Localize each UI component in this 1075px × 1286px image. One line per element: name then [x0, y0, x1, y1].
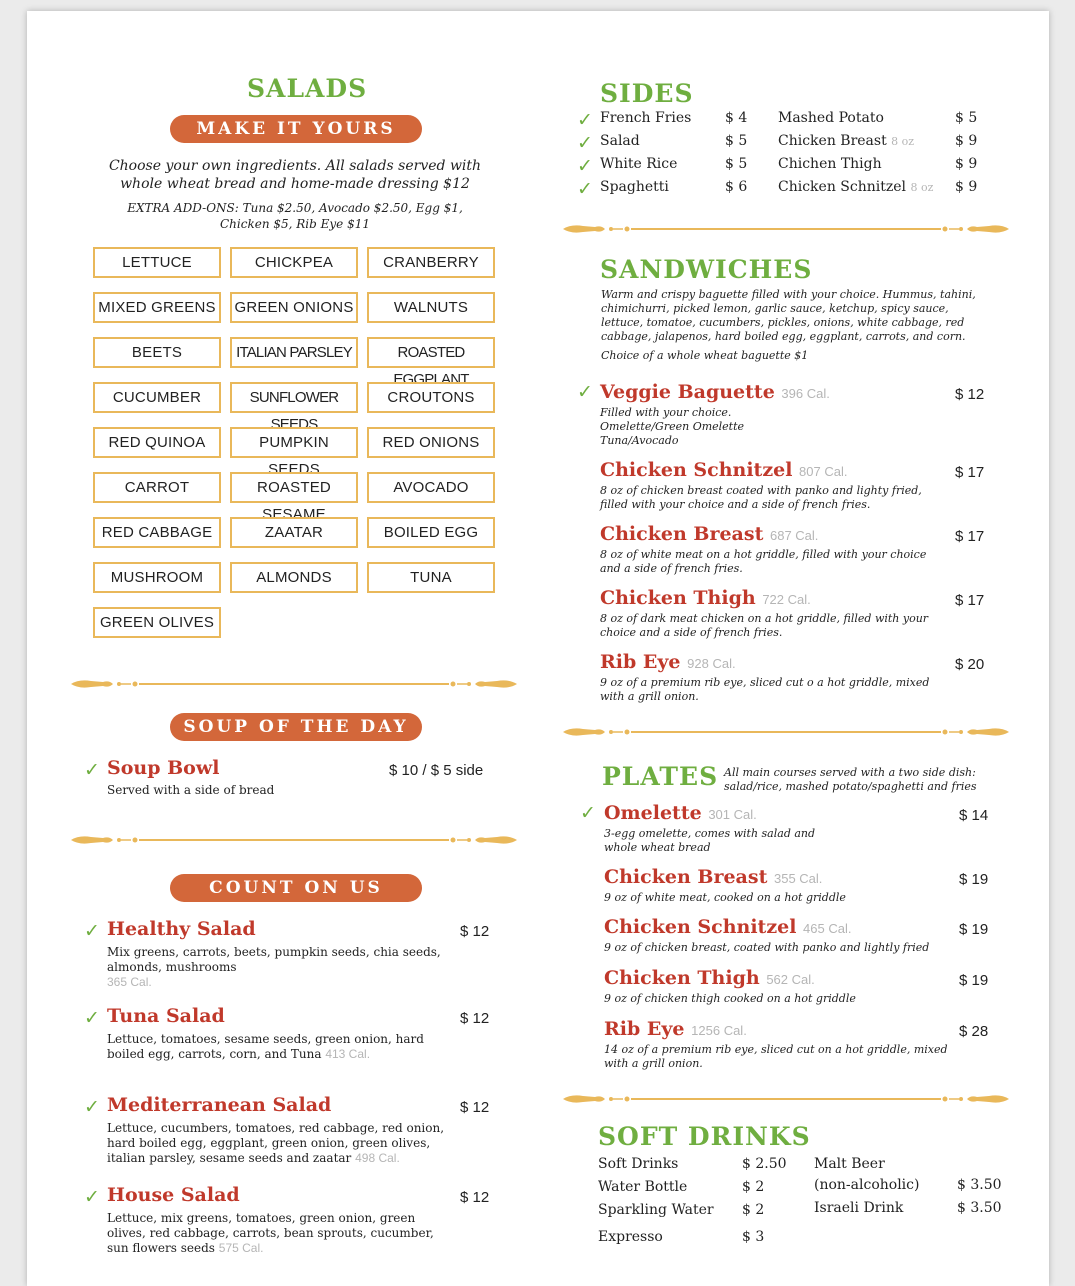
desc-text: Mix greens, carrots, beets, pumpkin seeds, chia seeds, almonds, mushrooms	[107, 945, 441, 974]
drink-name: Malt Beer	[814, 1156, 885, 1172]
item-price: $ 20	[955, 656, 985, 673]
ingredient-box: CRANBERRY	[367, 247, 495, 278]
item-desc	[107, 1121, 447, 1166]
ornamental-divider-icon	[561, 1092, 1011, 1106]
item-name	[604, 916, 851, 938]
side-price: $ 4	[725, 110, 748, 126]
calorie-label: 1256 Cal.	[691, 1023, 747, 1038]
soup-price: $ 10 / $ 5 side	[389, 762, 484, 779]
item-name	[604, 1018, 747, 1040]
item-price: $ 17	[955, 464, 985, 481]
item-desc: 14 oz of a premium rib eye, sliced cut on a hot griddle, mixed with a grill onion.	[604, 1043, 948, 1070]
item-name-text: Omelette	[604, 802, 702, 824]
side-name-text: Chicken Breast	[778, 133, 887, 149]
calorie-label: 498 Cal.	[355, 1151, 400, 1165]
leaf-check-icon: ✓	[580, 802, 596, 824]
calorie-label: 562 Cal.	[766, 972, 815, 987]
item-name-text: Chicken Schnitzel	[600, 459, 793, 481]
soup-desc: Served with a side of bread	[107, 783, 275, 797]
drink-price: $ 3.50	[957, 1200, 1002, 1216]
side-name-text: Chichen Thigh	[778, 156, 882, 172]
side-weight: 8 oz	[891, 135, 915, 148]
side-weight: 8 oz	[910, 181, 934, 194]
ingredient-box: ZAATAR	[230, 517, 358, 548]
item-name-text: Chicken Breast	[604, 866, 768, 888]
ingredient-box: GREEN OLIVES	[93, 607, 221, 638]
item-name	[604, 802, 757, 824]
item-desc: 9 oz of chicken thigh cooked on a hot griddle	[604, 992, 856, 1005]
menu-page	[27, 11, 1049, 1286]
drink-name: Soft Drinks	[598, 1156, 679, 1172]
side-name: French Fries	[600, 110, 692, 126]
plates-title: PLATES	[602, 762, 719, 791]
item-name	[604, 967, 815, 989]
leaf-check-icon: ✓	[84, 1007, 100, 1029]
soup-of-the-day-banner: SOUP OF THE DAY	[170, 713, 422, 741]
item-name-text: Veggie Baguette	[600, 381, 775, 403]
sides-title: SIDES	[600, 79, 694, 108]
item-name	[600, 381, 830, 403]
drink-name: Water Bottle	[598, 1179, 688, 1195]
leaf-check-icon: ✓	[84, 1096, 100, 1118]
leaf-check-icon: ✓	[84, 759, 100, 781]
make-it-yours-banner: MAKE IT YOURS	[170, 115, 422, 143]
item-name-text: Chicken Thigh	[604, 967, 760, 989]
ingredient-box: TUNA	[367, 562, 495, 593]
side-price: $ 9	[955, 133, 978, 149]
soft-drinks-title: SOFT DRINKS	[598, 1122, 811, 1151]
item-name	[604, 866, 822, 888]
sandwiches-title: SANDWICHES	[600, 255, 813, 284]
desc-text: Lettuce, cucumbers, tomatoes, red cabbage, red onion, hard boiled egg, eggplant, green onion, green olives, italian parsley, sesame seeds and zaatar	[107, 1121, 445, 1165]
ornamental-divider-icon	[69, 833, 519, 847]
ingredient-box: BEETS	[93, 337, 221, 368]
drink-price: $ 2	[742, 1202, 765, 1218]
ingredient-box: LETTUCE	[93, 247, 221, 278]
side-name: Salad	[600, 133, 640, 149]
item-name	[600, 587, 811, 609]
drink-price: $ 3.50	[957, 1177, 1002, 1193]
ingredient-box: RED QUINOA	[93, 427, 221, 458]
drink-name: Expresso	[598, 1229, 663, 1245]
side-price: $ 9	[955, 156, 978, 172]
item-name-text: Chicken Schnitzel	[604, 916, 797, 938]
ingredient-box: MIXED GREENS	[93, 292, 221, 323]
calorie-label: 687 Cal.	[769, 528, 819, 543]
drink-name: Israeli Drink	[814, 1200, 904, 1216]
drink-name: (non-alcoholic)	[814, 1177, 920, 1193]
item-desc: 8 oz of chicken breast coated with panko and lighty fried, filled with your choice and a side of french fries.	[600, 484, 922, 511]
item-desc: 8 oz of dark meat chicken on a hot griddle, filled with your choice and a side of french fries.	[600, 612, 929, 639]
ingredient-box: SUNFLOWER SEEDS	[230, 382, 358, 413]
plates-note: All main courses served with a two side dish: salad/rice, mashed potato/spaghetti and fries	[724, 766, 977, 793]
item-desc: 3-egg omelette, comes with salad and whole wheat bread	[604, 827, 816, 854]
drink-price: $ 2.50	[742, 1156, 787, 1172]
side-name	[778, 133, 914, 149]
item-price: $ 28	[959, 1023, 989, 1040]
side-price: $ 5	[725, 133, 748, 149]
calorie-label: 396 Cal.	[781, 386, 830, 401]
ingredient-box: ALMONDS	[230, 562, 358, 593]
item-desc: 9 oz of a premium rib eye, sliced cut o a hot griddle, mixed with a grill onion.	[600, 676, 930, 703]
sandwiches-choice: Choice of a whole wheat baguette $1	[601, 349, 809, 362]
leaf-check-icon: ✓	[577, 109, 593, 131]
side-name	[778, 110, 884, 126]
item-name: Mediterranean Salad	[107, 1094, 332, 1116]
leaf-check-icon: ✓	[84, 920, 100, 942]
leaf-check-icon: ✓	[84, 1186, 100, 1208]
item-price: $ 17	[955, 592, 985, 609]
side-name	[778, 156, 882, 172]
ingredient-box: CROUTONS	[367, 382, 495, 413]
side-price: $ 6	[725, 179, 748, 195]
calorie-label: 301 Cal.	[708, 807, 757, 822]
ingredient-box: RED CABBAGE	[93, 517, 221, 548]
ingredient-box: PUMPKIN SEEDS	[230, 427, 358, 458]
leaf-check-icon: ✓	[577, 178, 593, 200]
item-price: $ 14	[959, 807, 989, 824]
ornamental-divider-icon	[561, 725, 1011, 739]
item-name	[600, 523, 818, 545]
desc-text: Lettuce, tomatoes, sesame seeds, green onion, hard boiled egg, carrots, corn, and Tuna	[107, 1032, 424, 1061]
drink-name: Sparkling Water	[598, 1202, 714, 1218]
ingredient-box: RED ONIONS	[367, 427, 495, 458]
ingredient-box: CHICKPEA	[230, 247, 358, 278]
item-price: $ 12	[955, 386, 985, 403]
ingredient-box: WALNUTS	[367, 292, 495, 323]
item-price: $ 12	[460, 1189, 490, 1206]
ingredient-box: ROASTED EGGPLANT	[367, 337, 495, 368]
ingredient-box: ITALIAN PARSLEY	[230, 337, 358, 368]
item-name-text: Rib Eye	[604, 1018, 685, 1040]
salads-addons: EXTRA ADD-ONS: Tuna $2.50, Avocado $2.50, Egg $1, Chicken $5, Rib Eye $11	[127, 201, 463, 231]
ingredient-box: GREEN ONIONS	[230, 292, 358, 323]
item-name: House Salad	[107, 1184, 240, 1206]
ingredient-box: CUCUMBER	[93, 382, 221, 413]
calorie-label: 722 Cal.	[762, 592, 811, 607]
desc-text: Lettuce, mix greens, tomatoes, green onion, green olives, red cabbage, carrots, bean sprouts, cucumber, sun flowers seeds	[107, 1211, 434, 1255]
item-price: $ 19	[959, 972, 989, 989]
ornamental-divider-icon	[561, 222, 1011, 236]
leaf-check-icon: ✓	[577, 381, 593, 403]
ingredient-box: MUSHROOM	[93, 562, 221, 593]
item-desc: Filled with your choice. Omelette/Green Omelette Tuna/Avocado	[600, 406, 745, 447]
item-name-text: Chicken Breast	[600, 523, 764, 545]
item-price: $ 17	[955, 528, 985, 545]
item-name: Healthy Salad	[107, 918, 256, 940]
item-name	[600, 459, 847, 481]
drink-price: $ 3	[742, 1229, 765, 1245]
calorie-label: 413 Cal.	[325, 1047, 371, 1061]
item-name: Tuna Salad	[107, 1005, 225, 1027]
item-desc: 8 oz of white meat on a hot griddle, filled with your choice and a side of french fries.	[600, 548, 927, 575]
item-price: $ 19	[959, 921, 989, 938]
item-name	[600, 651, 736, 673]
side-name	[778, 179, 933, 195]
side-name: Spaghetti	[600, 179, 669, 195]
soup-name: Soup Bowl	[107, 757, 220, 779]
calorie-label: 355 Cal.	[773, 871, 823, 886]
item-price: $ 19	[959, 871, 989, 888]
side-price: $ 5	[955, 110, 978, 126]
side-name-text: Chicken Schnitzel	[778, 179, 906, 195]
item-desc	[107, 945, 447, 990]
sandwiches-intro: Warm and crispy baguette filled with your choice. Hummus, tahini, chimichurri, picked lemon, garlic sauce, ketchup, spicy sauce, lettuce, tomatoe, cucumbers, pickles, onions, white cabbage, red cabbage, jalapenos, hard boiled egg, eggplant, carrots, and corn.	[601, 288, 976, 343]
calorie-label: 807 Cal.	[799, 464, 848, 479]
item-desc	[107, 1211, 447, 1256]
leaf-check-icon: ✓	[577, 132, 593, 154]
side-price: $ 9	[955, 179, 978, 195]
count-on-us-banner: COUNT ON US	[170, 874, 422, 902]
ingredient-box: CARROT	[93, 472, 221, 503]
ingredient-box: ROASTED SESAME	[230, 472, 358, 503]
item-desc	[107, 1032, 447, 1062]
side-name-text: Mashed Potato	[778, 110, 884, 126]
side-price: $ 5	[725, 156, 748, 172]
item-desc: 9 oz of white meat, cooked on a hot griddle	[604, 891, 846, 904]
salads-intro: Choose your own ingredients. All salads served with whole wheat bread and home-made dressing $12	[108, 158, 482, 192]
ingredient-box: AVOCADO	[367, 472, 495, 503]
salads-title: SALADS	[247, 74, 368, 103]
item-price: $ 12	[460, 1010, 490, 1027]
calorie-label: 465 Cal.	[803, 921, 852, 936]
calorie-label: 575 Cal.	[218, 1241, 264, 1255]
leaf-check-icon: ✓	[577, 155, 593, 177]
item-price: $ 12	[460, 923, 490, 940]
drink-price: $ 2	[742, 1179, 765, 1195]
ingredient-box: BOILED EGG	[367, 517, 495, 548]
calorie-label: 928 Cal.	[687, 656, 736, 671]
calorie-label: 365 Cal.	[107, 975, 152, 989]
side-name: White Rice	[600, 156, 678, 172]
item-name-text: Rib Eye	[600, 651, 681, 673]
item-price: $ 12	[460, 1099, 490, 1116]
ornamental-divider-icon	[69, 677, 519, 691]
item-desc: 9 oz of chicken breast, coated with panko and lightly fried	[604, 941, 930, 954]
item-name-text: Chicken Thigh	[600, 587, 756, 609]
